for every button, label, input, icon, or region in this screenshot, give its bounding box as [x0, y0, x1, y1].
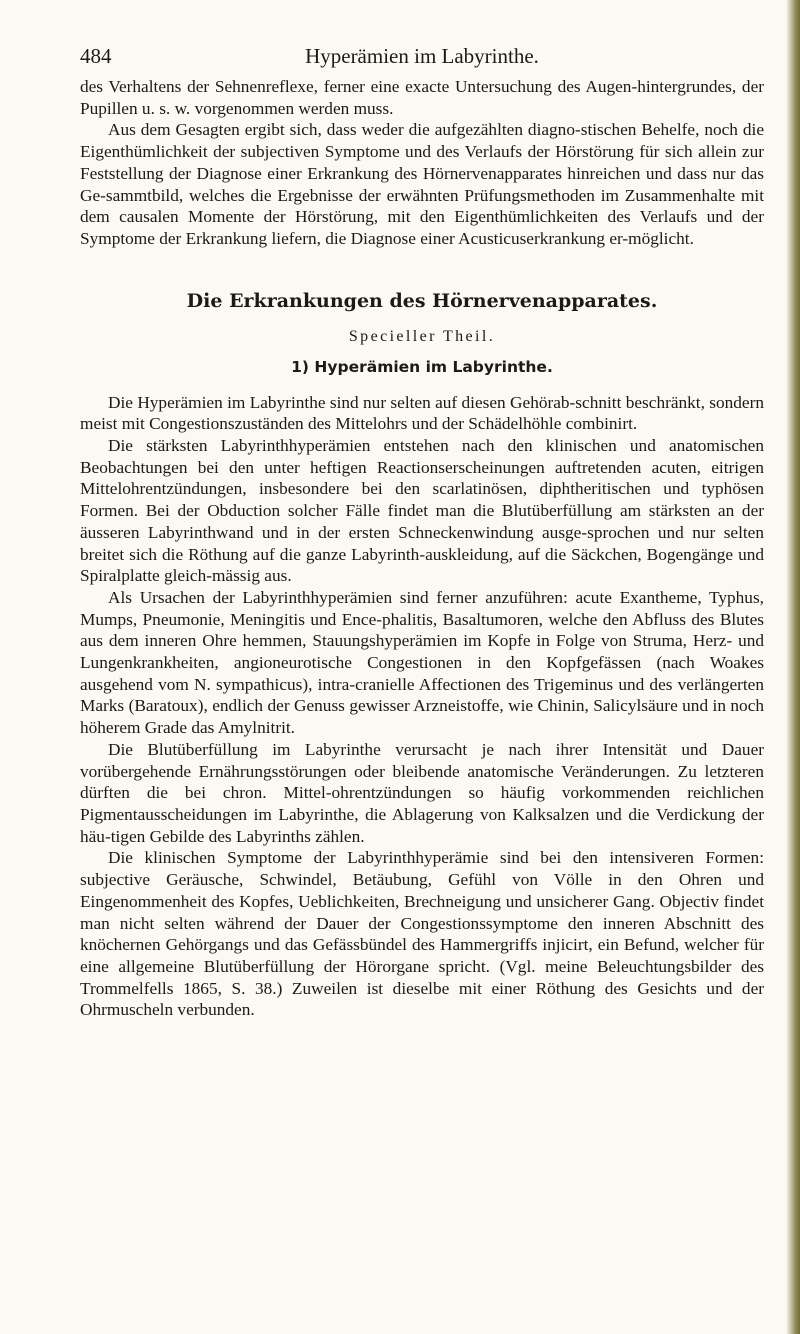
subsection-heading: 1) Hyperämien im Labyrinthe.	[291, 357, 553, 376]
section-title: Die Erkrankungen des Hörnervenapparates.	[186, 289, 658, 312]
paragraph-intro-1: des Verhaltens der Sehnenreflexe, ferner eine exacte Untersuchung des Augen-hintergrundes, der Pupillen u. s. w. vorgenommen werden muss.	[80, 77, 764, 118]
paragraph-main-2: Die stärksten Labyrinthhyperämien entstehen nach den klinischen und anatomischen Beobachtungen bei den unter heftigen Reactionserscheinungen auftretenden acuten, eitrigen Mittelohrentzündungen, insbesondere bei den scarlatinösen, diphtheritischen und typhösen Formen. Bei der Obduction solcher Fälle findet man die Blutüberfüllung am stärksten an der äusseren Labyrinthwand und in der ersten Schneckenwindung ausge-sprochen und nur selten breitet sich die Röthung auf die ganze Labyrinth-auskleidung, auf die Säckchen, Bogengänge und Spiralplatte gleich-mässig aus.	[80, 436, 764, 586]
paragraph-main-5: Die klinischen Symptome der Labyrinthhyperämie sind bei den intensiveren Formen: subjective Geräusche, Schwindel, Betäubung, Gefühl von Völle in den Ohren und Eingenommenheit des Kopfes, Ueblichkeiten, Brechneigung und unsicherer Gang. Objectiv findet man nicht selten während der Dauer der Congestionssymptome den inneren Abschnitt des knöchernen Gehörgangs und das Gefässbündel des Hammergriffs injicirt, ein Befund, welcher für eine allgemeine Blutüberfüllung der Hörorgane spricht. (Vgl. meine Beleuchtungsbilder des Trommelfells 1865, S. 38.) Zuweilen ist dieselbe mit einer Röthung des Gesichts und der Ohrmuscheln verbunden.	[80, 848, 764, 1020]
paragraph-main-4: Die Blutüberfüllung im Labyrinthe verursacht je nach ihrer Intensität und Dauer vorübergehende Ernährungsstörungen oder bleibende anatomische Veränderungen. Zu letzteren dürften die bei chron. Mittel-ohrentzündungen so häufig vorkommenden reichlichen Pigmentausscheidungen im Labyrinthe, die Ablagerung von Kalksalzen und die Verdickung der häu-tigen Gebilde des Labyrinths zählen.	[80, 739, 764, 846]
paragraph-intro-2: Aus dem Gesagten ergibt sich, dass weder die aufgezählten diagno-stischen Behelfe, noch die Eigenthümlichkeit der subjectiven Symptome und des Verlaufs der Hörstörung für sich allein zur Feststellung der Diagnose einer Erkrankung des Hörnervenapparates hinreichen und dass nur das Ge-sammtbild, welches die Ergebnisse der erwähnten Prüfungsmethoden im Zusammenhalte mit dem causalen Momente der Hörstörung, mit den Eigenthümlichkeiten des Verlaufs und der Symptome der Erkrankung liefern, die Diagnose einer Acusticuserkrankung er-möglicht.	[80, 120, 764, 248]
page-number: 484	[80, 44, 112, 68]
book-page	[80, 40, 764, 1021]
page-edge-shadow	[786, 0, 800, 1334]
section-subtitle: Specieller Theil.	[348, 327, 496, 345]
paragraph-main-3: Als Ursachen der Labyrinthhyperämien sind ferner anzuführen: acute Exantheme, Typhus, Mumps, Pneumonie, Meningitis und Ence-phalitis, Basaltumoren, welche den Abfluss des Blutes aus dem inneren Ohre hemmen, Stauungshyperämien im Kopfe in Folge von Struma, Herz- und Lungenkrankheiten, angioneurotische Congestionen in den Kopfgefässen (nach Woakes ausgehend vom N. sympathicus), intra-cranielle Affectionen des Trigeminus und des verlängerten Marks (Baratoux), endlich der Genuss gewisser Arzneistoffe, wie Chinin, Salicylsäure und in noch höherem Grade das Amylnitrit.	[80, 587, 764, 738]
running-header	[80, 40, 764, 76]
running-title: Hyperämien im Labyrinthe.	[305, 44, 539, 68]
paragraph-main-1: Die Hyperämien im Labyrinthe sind nur selten auf diesen Gehörab-schnitt beschränkt, sondern meist mit Congestionszuständen des Mittelohrs und der Schädelhöhle combinirt.	[80, 392, 764, 434]
page-body	[80, 76, 764, 1021]
